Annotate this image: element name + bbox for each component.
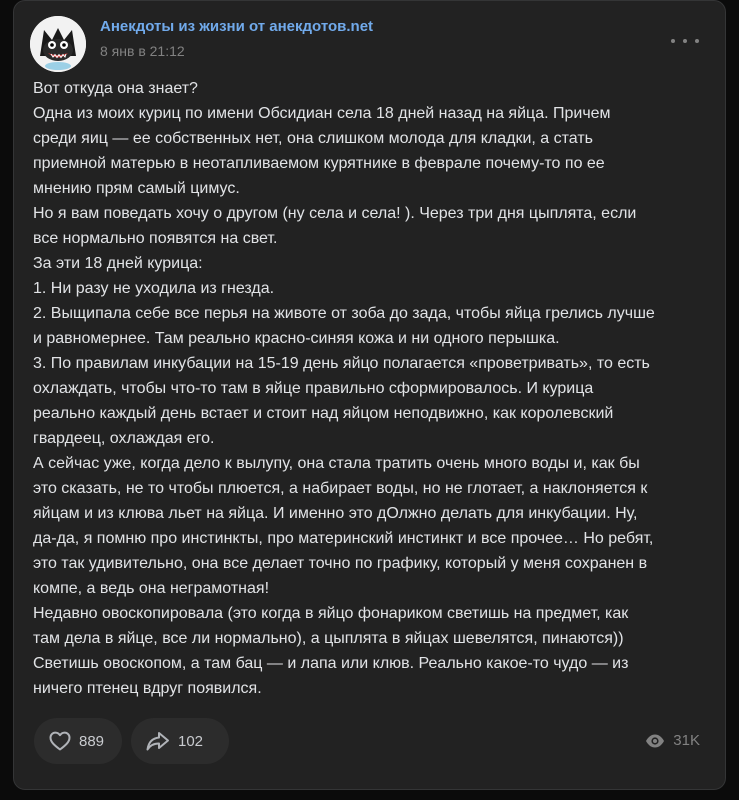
post-text-line: Недавно овоскопировала (это когда в яйцо фонариком светишь на предмет, как [33,605,629,622]
post-text-line: гвардеец, охлаждая его. [33,430,215,447]
post-text-line: это так удивительно, она все делает точно по графику, который у меня сохранен в [33,555,648,572]
like-button[interactable] [34,718,122,764]
post-text-line: Вот откуда она знает? [33,80,198,97]
avatar-image [30,16,86,72]
post-text-line: ничего птенец вдруг появился. [33,680,262,697]
post-text-line: приемной матерью в неотапливаемом курятнике в феврале почему-то по ее [33,155,605,172]
post-text-line: Одна из моих куриц по имени Обсидиан села 18 дней назад на яйца. Причем [33,105,611,122]
dot [671,39,675,43]
post-text-line: это сказать, не то чтобы плюется, а набирает воды, но не глотает, а наклоняется к [33,480,648,497]
post-text-line: 3. По правилам инкубации на 15-19 день яйцо полагается «проветривать», то есть [33,355,650,372]
post-text-line: Но я вам поведать хочу о другом (ну села и села! ). Через три дня цыплята, если [33,205,637,222]
post-text-line: яйцам и из клюва льет на яйца. И именно это дОлжно делать для инкубации. Ну, [33,505,638,522]
views-counter [645,730,700,752]
post-text-line: 1. Ни разу не уходила из гнезда. [33,280,275,297]
share-button[interactable] [131,718,229,764]
post-text-line: да-да, я помню про инстинкты, про материнский инстинкт и все прочее… Но ребят, [33,530,654,547]
eye-icon [645,733,665,749]
post-date[interactable]: 8 янв в 21:12 [100,43,185,59]
post-text-line: За эти 18 дней курица: [33,255,203,272]
views-count: 31K [673,732,700,749]
post-text-line: 2. Выщипала себе все перья на животе от зоба до зада, чтобы яйца грелись лучше [33,305,655,322]
post-text-line: компе, а ведь она неграмотная! [33,580,270,597]
post-text-line: А сейчас уже, когда дело к вылупу, она стала тратить очень много воды и, как бы [33,455,640,472]
post-text [33,76,655,701]
dot [695,39,699,43]
post-text-line: и равномернее. Там реально красно-синяя кожа и ни одного перышка. [33,330,560,347]
post-card [13,0,726,790]
post-text-line: там дела в яйце, все ли нормально), а цыплята в яйцах шевелятся, пинаются)) [33,630,624,647]
post-author-link[interactable]: Анекдоты из жизни от анекдотов.net [100,18,374,35]
share-arrow-icon [145,729,171,753]
share-count: 102 [178,732,204,750]
post-text-line: охлаждать, чтобы что-то там в яйце правильно сформировалось. И курица [33,380,594,397]
like-count: 889 [79,732,105,750]
dot [683,39,687,43]
post-text-line: Светишь овоскопом, а там бац — и лапа или клюв. Реально какое-то чудо — из [33,655,629,672]
more-dots-icon[interactable] [671,31,699,51]
heart-icon [48,729,72,753]
post-text-line: мнению прям самый цимус. [33,180,240,197]
avatar[interactable] [30,16,86,72]
post-text-line: все нормально появятся на свет. [33,230,278,247]
post-text-line: среди яиц — ее собственных нет, она слишком молода для кладки, а стать [33,130,593,147]
post-text-line: реально каждый день встает и стоит над яйцом неподвижно, как королевский [33,405,614,422]
